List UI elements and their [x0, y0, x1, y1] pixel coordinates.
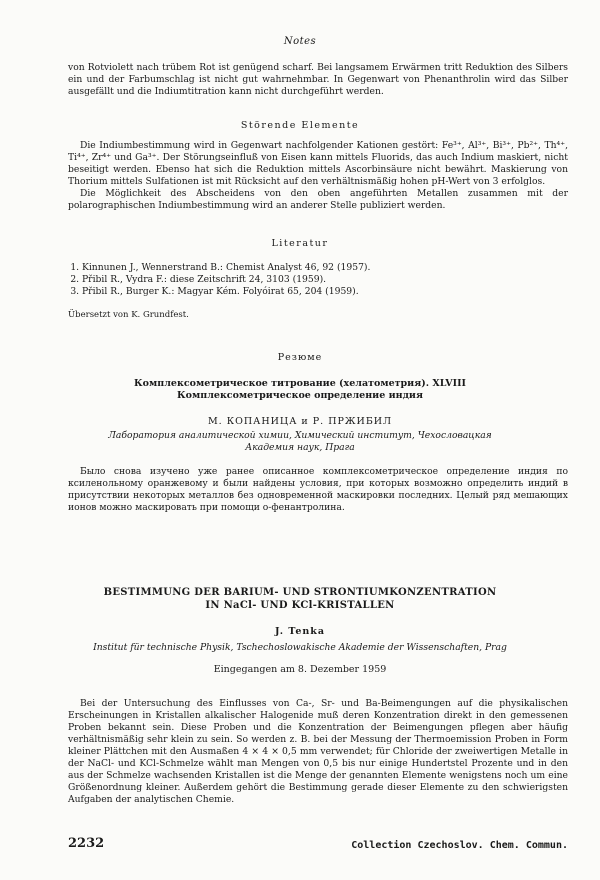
- translator-note: Übersetzt von K. Grundfest.: [68, 310, 189, 320]
- resume-title-line1: Комплексометрическое титрование (хелатометрия). XLVIII: [134, 378, 466, 389]
- resume-title: [0, 378, 600, 402]
- article-body: [68, 698, 568, 806]
- reference-item: 3. Přibil R., Burger K.: Magyar Kém. Folyóirat 65, 204 (1959).: [82, 286, 568, 298]
- paragraph: Bei der Untersuchung des Einflusses von Ca-, Sr- und Ba-Beimengungen auf die physikalischen Erscheinungen in Kristallen alkalischer Halogenide muß deren Konzentration direkt in den gemessenen Proben bekannt sein. Diese Proben und die Konzentration der Beimengungen pflegen aber häufig verhältnismäßig sehr klein zu sein. So werden z. B. bei der Messung der Thermoemission Proben in Form kleiner Plättchen mit den Ausmaßen 4 × 4 × 0,5 mm verwendet; für Chloride der zweiwertigen Metalle in der NaCl- und KCl-Schmelze wählt man Mengen von 0,5 bis nur einige Hundertstel Prozente und in den aus der Schmelze wachsenden Kristallen ist die Menge der genannten Elemente wenigstens noch um eine Größenordnung kleiner. Außerdem gehört die Bestimmung gerade dieser Elemente zu den schwierigsten Aufgaben der analytischen Chemie.: [68, 698, 568, 805]
- paragraph: Die Möglichkeit des Abscheidens von den oben angeführten Metallen zusammen mit der polarographischen Indiumbestimmung wird an anderer Stelle publiziert werden.: [68, 188, 568, 211]
- continued-paragraph: [68, 62, 568, 98]
- article-title-line2: IN NaCl- UND KCl-KRISTALLEN: [205, 600, 395, 611]
- reference-item: 1. Kinnunen J., Wennerstrand B.: Chemist Analyst 46, 92 (1957).: [82, 262, 568, 274]
- running-header: Notes: [283, 36, 317, 47]
- article-affiliation: Institut für technische Physik, Tschechoslowakische Akademie der Wissenschaften, Prag: [93, 642, 507, 653]
- article-author: J. Tenka: [274, 626, 326, 637]
- interfering-section-body: [68, 140, 568, 212]
- section-heading-literature: Literatur: [271, 238, 329, 249]
- reference-list: [68, 262, 568, 298]
- paragraph: Die Indiumbestimmung wird in Gegenwart nachfolgender Kationen gestört: Fe³⁺, Al³⁺, Bi³⁺, Pb²⁺, Th⁴⁺, Ti⁴⁺, Zr⁴⁺ und Ga³⁺. Der Störungseinfluß von Eisen kann mittels Fluorids, das auch Indium maskiert, nicht beseitigt werden. Ebenso hat sich die Reduktion mittels Ascorbinsäure nicht bewährt. Maskierung von Thorium mittels Sulfationen ist mit Rücksicht auf den verhältnismäßig hohen pH-Wert von 3 erfolglos.: [68, 140, 568, 187]
- resume-authors: М. КОПАНИЦА и Р. ПРЖИБИЛ: [207, 416, 393, 427]
- resume-affiliation: Лаборатория аналитической химии, Химический институт, Чехословацкая Академия наук, Прага: [108, 430, 492, 453]
- received-date: Eingegangen am 8. Dezember 1959: [213, 664, 387, 675]
- paragraph: von Rotviolett nach trübem Rot ist genügend scharf. Bei langsamem Erwärmen tritt Reduktion des Silbers ein und der Farbumschlag ist nicht gut wahrnehmbar. In Gegenwart von Phenanthrolin wird das Silber ausgefällt und die Indiumtitration kann nicht durchgeführt werden.: [68, 62, 568, 97]
- section-heading-interfering: Störende Elemente: [240, 120, 360, 131]
- article-title-line1: BESTIMMUNG DER BARIUM- UND STRONTIUMKONZENTRATION: [103, 587, 497, 598]
- article-title: [0, 586, 600, 612]
- resume-heading: Резюме: [277, 352, 323, 363]
- paragraph: Было снова изучено уже ранее описанное комплексометрическое определение индия по ксиленольному оранжевому и были найдены условия, при которых возможно определить индий в присутствии некоторых металлов без одновременной маскировки последних. Целый ряд мешающих ионов можно маскировать при помощи о-фенантролина.: [68, 466, 568, 513]
- resume-body: [68, 466, 568, 514]
- resume-title-line2: Комплексометрическое определение индия: [177, 390, 423, 401]
- reference-item: 2. Přibil R., Vydra F.: diese Zeitschrift 24, 3103 (1959).: [82, 274, 568, 286]
- journal-name: Collection Czechoslov. Chem. Commun.: [351, 840, 568, 851]
- page-number: 2232: [68, 836, 105, 851]
